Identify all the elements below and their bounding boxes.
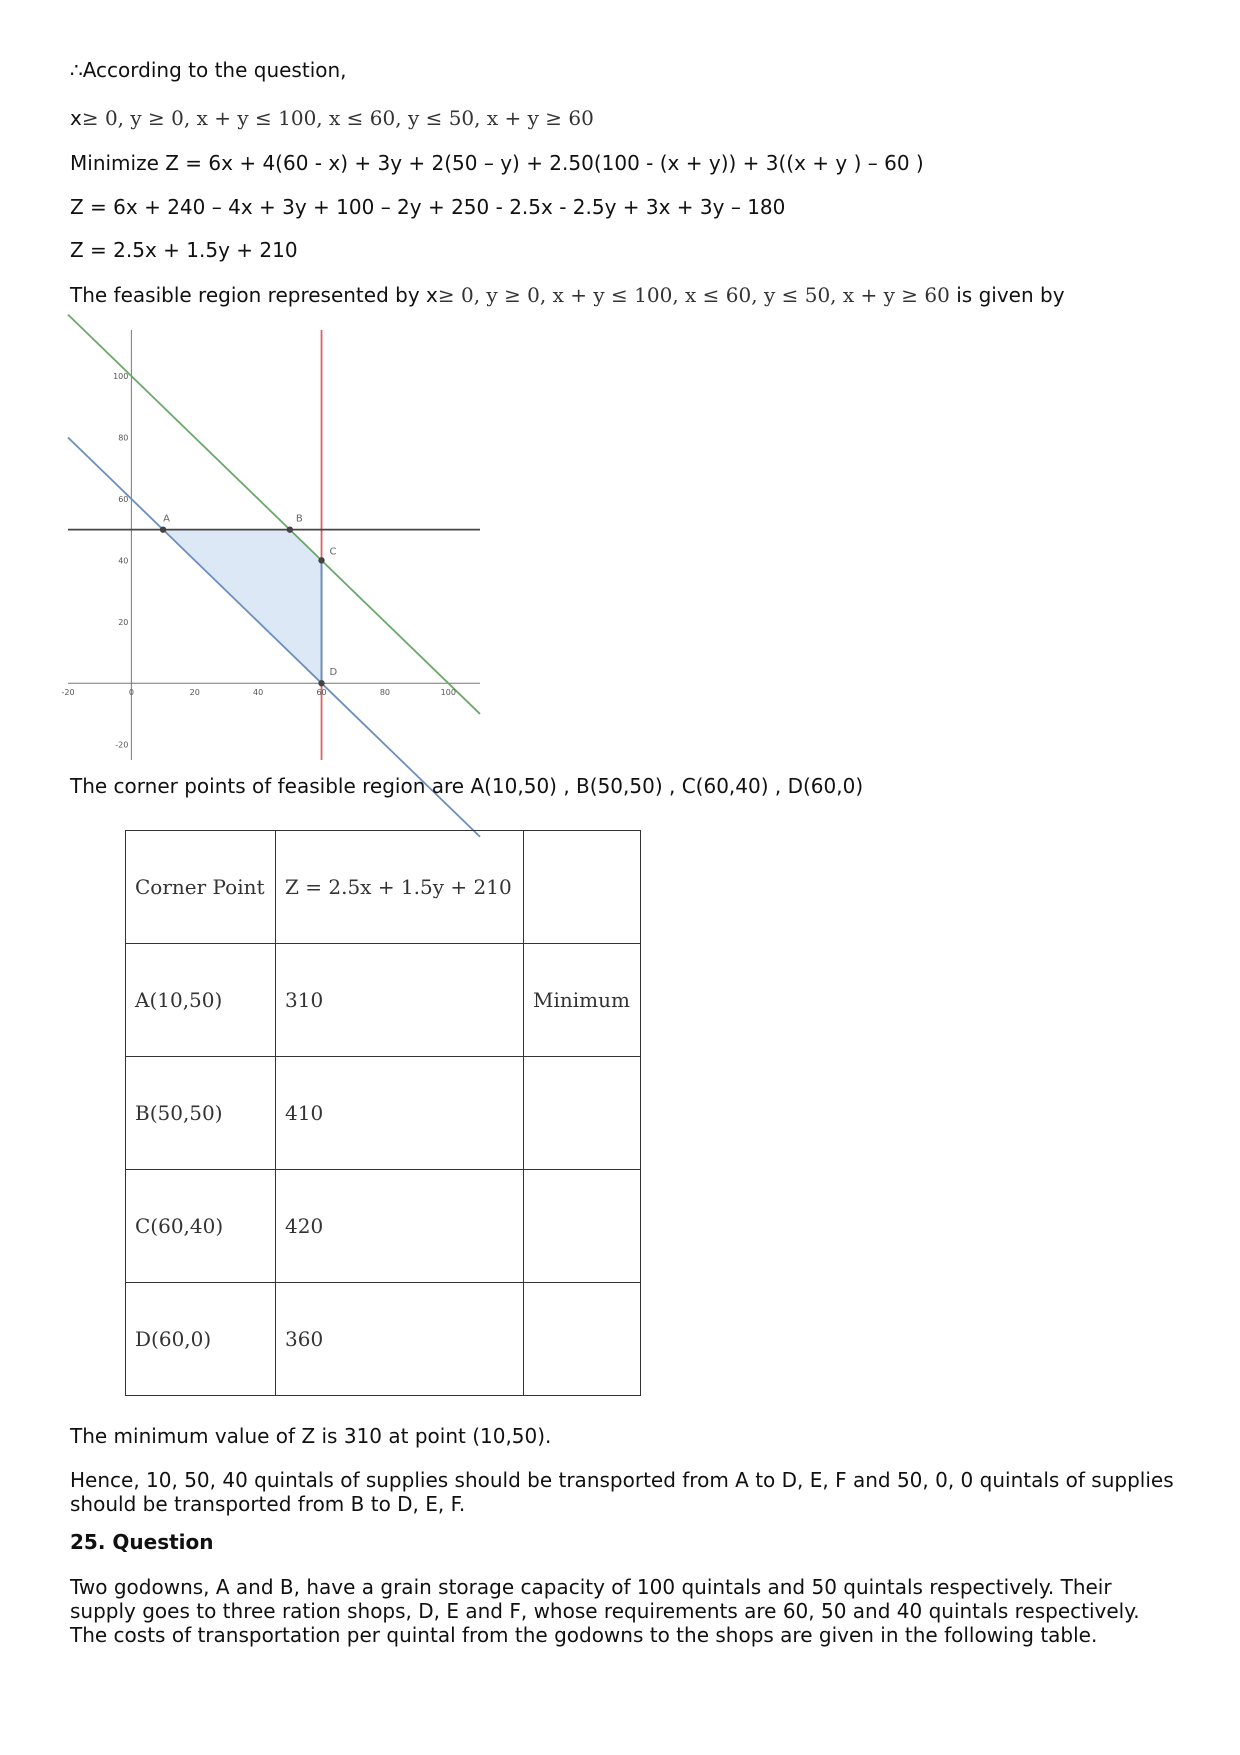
y-tick-label: -20 [115,740,129,750]
feasible-region-graph [61,330,480,760]
table-cell: C(60,40) [126,1170,276,1283]
table-row [126,1170,641,1283]
question-text: Two godowns, A and B, have a grain storage capacity of 100 quintals and 50 quintals respectively. Their supply goes to three ration shops, D, E and F, whose requirements are 60, 50 and 40 quintals respectively. The costs of transportation per quintal from the godowns to the shops are given in the following table. [70,1575,1140,1647]
simplified-line: Z = 2.5x + 1.5y + 210 [70,238,298,262]
y-tick-label: 20 [118,617,129,627]
x-tick-label: 40 [253,688,264,698]
expanded-line: Z = 6x + 240 – 4x + 3y + 100 – 2y + 250 - 2.5x - 2.5y + 3x + 3y – 180 [70,195,786,219]
y-tick-label: 40 [118,556,129,566]
table-cell: Minimum [524,944,641,1057]
y-tick-label: 100 [113,372,129,382]
table-cell: 360 [276,1283,524,1396]
table-header-row [126,831,641,944]
table-cell [524,1283,641,1396]
feasible-math: ≥ 0, y ≥ 0, x + y ≤ 100, x ≤ 60, y ≤ 50, x + y ≥ 60 [437,283,950,307]
x-tick-label: 60 [316,688,327,698]
constraints-prefix: x [70,106,82,130]
corner-point-D [318,680,324,686]
feasible-prefix: The feasible region represented by x [70,283,438,307]
x-tick-label: 20 [189,688,200,698]
constraints-math: ≥ 0, y ≥ 0, x + y ≤ 100, x ≤ 60, y ≤ 50, x + y ≥ 60 [81,106,594,130]
constraints-line [70,106,594,130]
x-tick-label: -20 [61,688,75,698]
corner-point-A [160,526,166,532]
minimize-line: Minimize Z = 6x + 4(60 - x) + 3y + 2(50 – y) + 2.50(100 - (x + y)) + 3((x + y ) – 60 ) [70,151,924,175]
table-cell: 310 [276,944,524,1057]
x-tick-label: 100 [440,688,456,698]
table-cell: B(50,50) [126,1057,276,1170]
table-header-cell: Z = 2.5x + 1.5y + 210 [276,831,524,944]
corner-points-line: The corner points of feasible region are A(10,50) , B(50,50) , C(60,40) , D(60,0) [70,774,864,798]
corner-point-label: D [329,667,338,679]
minimum-value-line: The minimum value of Z is 310 at point (10,50). [70,1424,552,1448]
intro-text: ∴According to the question, [70,58,347,82]
table-header-cell: Corner Point [126,831,276,944]
table-cell: 410 [276,1057,524,1170]
feasible-suffix: is given by [949,283,1065,307]
table-cell: 420 [276,1170,524,1283]
constraint-line-1 [68,315,480,714]
table-cell: D(60,0) [126,1283,276,1396]
corner-point-C [318,557,324,563]
x-tick-label: 80 [379,688,391,698]
corner-point-B [287,526,293,532]
feasible-line [70,283,1065,307]
conclusion-paragraph: Hence, 10, 50, 40 quintals of supplies should be transported from A to D, E, F and 50, 0, 0 quintals of supplies should be transported from B to D, E, F. [70,1468,1174,1516]
x-tick-label: 0 [128,688,134,698]
table-cell: A(10,50) [126,944,276,1057]
y-tick-label: 60 [118,494,129,504]
corner-point-label: C [329,546,337,558]
table-row [126,1057,641,1170]
table-row [126,1283,641,1396]
corner-point-label: A [163,513,170,525]
table-header-cell [524,831,641,944]
table-row [126,944,641,1057]
corner-point-table [125,830,641,1396]
table-cell [524,1170,641,1283]
table-cell [524,1057,641,1170]
question-heading: 25. Question [70,1530,214,1554]
y-tick-label: 80 [118,433,129,443]
corner-point-label: B [295,513,303,525]
